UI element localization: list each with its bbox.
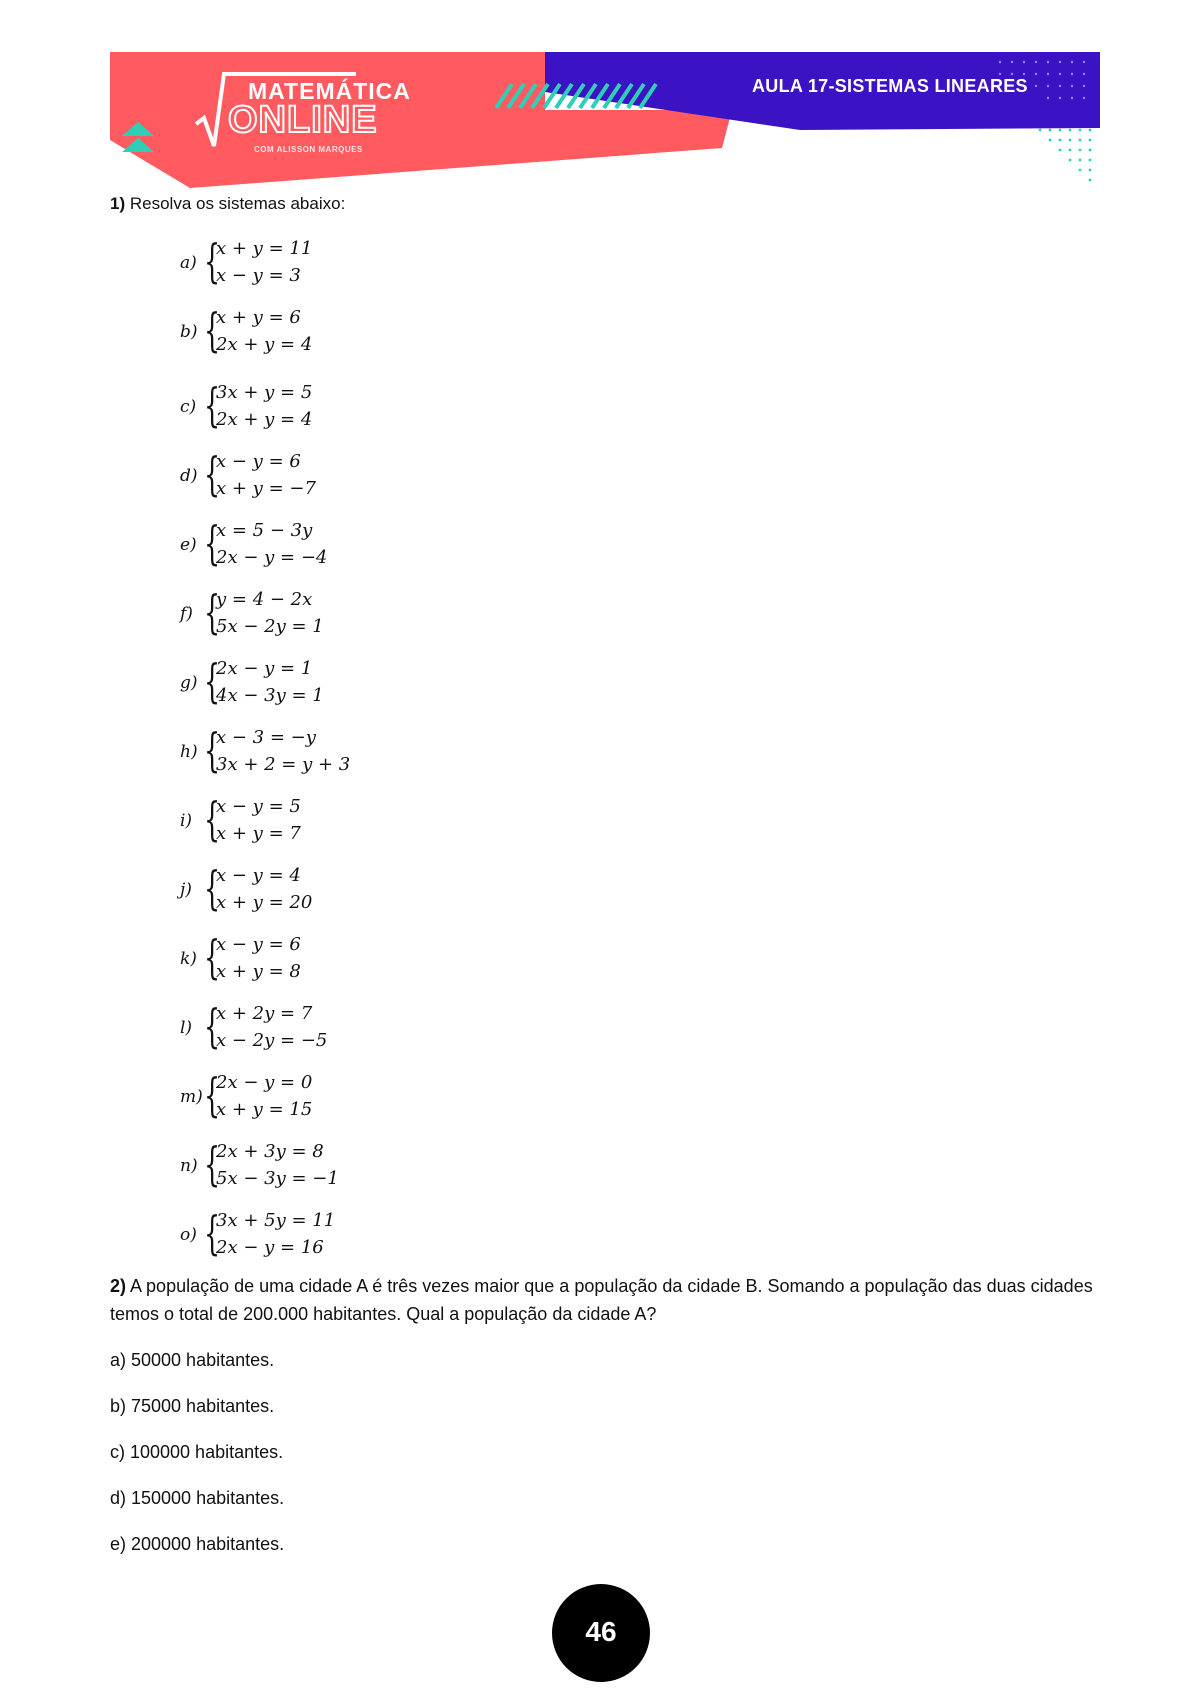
brace-icon: { bbox=[204, 516, 221, 570]
system-equation-2: x + y = 8 bbox=[216, 961, 301, 982]
answer-option: c) 100000 habitantes. bbox=[110, 1442, 284, 1462]
page-number-badge bbox=[552, 1584, 650, 1682]
system-equation-2: 2x − y = −4 bbox=[216, 547, 328, 568]
brace-icon: { bbox=[204, 378, 221, 432]
answer-option: d) 150000 habitantes. bbox=[110, 1488, 285, 1508]
system-label: m) bbox=[180, 1087, 203, 1107]
question-2-text: A população de uma cidade A é três vezes maior que a população da cidade B. Somando a população das duas cidades temos o total de 200.000 habitantes. Qual a população da cidade A? bbox=[110, 1276, 1093, 1324]
brace-icon: { bbox=[204, 303, 221, 357]
brace-icon: { bbox=[204, 1137, 221, 1191]
question-1-prompt: Resolva os sistemas abaixo: bbox=[129, 194, 346, 213]
brace-icon: { bbox=[204, 723, 221, 777]
system-equation-2: x − 2y = −5 bbox=[216, 1030, 328, 1051]
system-equation-2: x + y = −7 bbox=[216, 478, 316, 499]
answer-option: a) 50000 habitantes. bbox=[110, 1350, 275, 1370]
system-label: h) bbox=[180, 742, 198, 762]
system-label: k) bbox=[180, 949, 197, 969]
system-equation-1: 3x + y = 5 bbox=[216, 382, 313, 403]
brace-icon: { bbox=[204, 1206, 221, 1260]
system-equation-2: x + y = 20 bbox=[216, 892, 313, 913]
system-equation-2: 5x − 2y = 1 bbox=[216, 616, 324, 637]
system-equation-2: x + y = 7 bbox=[216, 823, 301, 844]
system-label: g) bbox=[180, 673, 198, 693]
logo-title: MATEMÁTICA bbox=[248, 78, 411, 104]
system-equation-1: x − y = 6 bbox=[216, 934, 301, 955]
system-equation-1: 3x + 5y = 11 bbox=[216, 1210, 336, 1231]
system-label: n) bbox=[180, 1156, 198, 1176]
system-equation-2: 3x + 2 = y + 3 bbox=[216, 754, 351, 775]
page-number: 46 bbox=[585, 1616, 617, 1647]
question-2-number: 2) bbox=[110, 1276, 127, 1296]
question-1-title bbox=[110, 194, 345, 214]
system-label: b) bbox=[180, 322, 198, 342]
system-equation-2: x + y = 15 bbox=[216, 1099, 313, 1120]
system-label: j) bbox=[180, 880, 192, 900]
brace-icon: { bbox=[204, 1068, 221, 1122]
system-label: o) bbox=[180, 1225, 197, 1245]
system-equation-2: 4x − 3y = 1 bbox=[216, 685, 324, 706]
system-label: i) bbox=[180, 811, 193, 831]
system-label: d) bbox=[180, 466, 198, 486]
brace-icon: { bbox=[204, 999, 221, 1053]
brace-icon: { bbox=[204, 792, 221, 846]
system-equation-1: x = 5 − 3y bbox=[216, 520, 313, 541]
brace-icon: { bbox=[204, 861, 221, 915]
system-equation-2: 2x + y = 4 bbox=[216, 334, 313, 355]
system-equation-1: x − 3 = −y bbox=[216, 727, 316, 748]
system-equation-1: 2x − y = 1 bbox=[216, 658, 313, 679]
system-equation-1: x + 2y = 7 bbox=[216, 1003, 313, 1024]
system-equation-1: x − y = 4 bbox=[216, 865, 301, 886]
brace-icon: { bbox=[204, 654, 221, 708]
system-label: a) bbox=[180, 253, 197, 273]
system-equation-2: 5x − 3y = −1 bbox=[216, 1168, 339, 1189]
system-label: e) bbox=[180, 535, 197, 555]
system-label: c) bbox=[180, 397, 197, 417]
system-label: f) bbox=[180, 604, 193, 624]
system-equation-1: y = 4 − 2x bbox=[216, 589, 313, 610]
brace-icon: { bbox=[204, 234, 221, 288]
system-equation-1: x + y = 6 bbox=[216, 307, 301, 328]
question-1-number: 1) bbox=[110, 194, 126, 213]
system-equation-2: 2x − y = 16 bbox=[216, 1237, 324, 1258]
system-equation-1: x − y = 5 bbox=[216, 796, 301, 817]
logo-author: COM ALISSON MARQUES bbox=[254, 145, 363, 154]
brace-icon: { bbox=[204, 930, 221, 984]
answer-option: e) 200000 habitantes. bbox=[110, 1534, 285, 1554]
system-equation-1: 2x + 3y = 8 bbox=[216, 1141, 324, 1162]
answer-option: b) 75000 habitantes. bbox=[110, 1396, 275, 1416]
system-equation-1: x − y = 6 bbox=[216, 451, 301, 472]
system-label: l) bbox=[180, 1018, 193, 1038]
system-equation-2: x − y = 3 bbox=[216, 265, 301, 286]
system-equation-2: 2x + y = 4 bbox=[216, 409, 313, 430]
system-equation-1: x + y = 11 bbox=[216, 238, 313, 259]
logo-subtitle: ONLINE bbox=[228, 99, 378, 141]
question-2 bbox=[110, 1272, 1100, 1328]
brace-icon: { bbox=[204, 585, 221, 639]
banner-graphic bbox=[0, 0, 1200, 200]
system-equation-1: 2x − y = 0 bbox=[216, 1072, 313, 1093]
lesson-title: AULA 17-SISTEMAS LINEARES bbox=[752, 76, 1028, 96]
brace-icon: { bbox=[204, 447, 221, 501]
